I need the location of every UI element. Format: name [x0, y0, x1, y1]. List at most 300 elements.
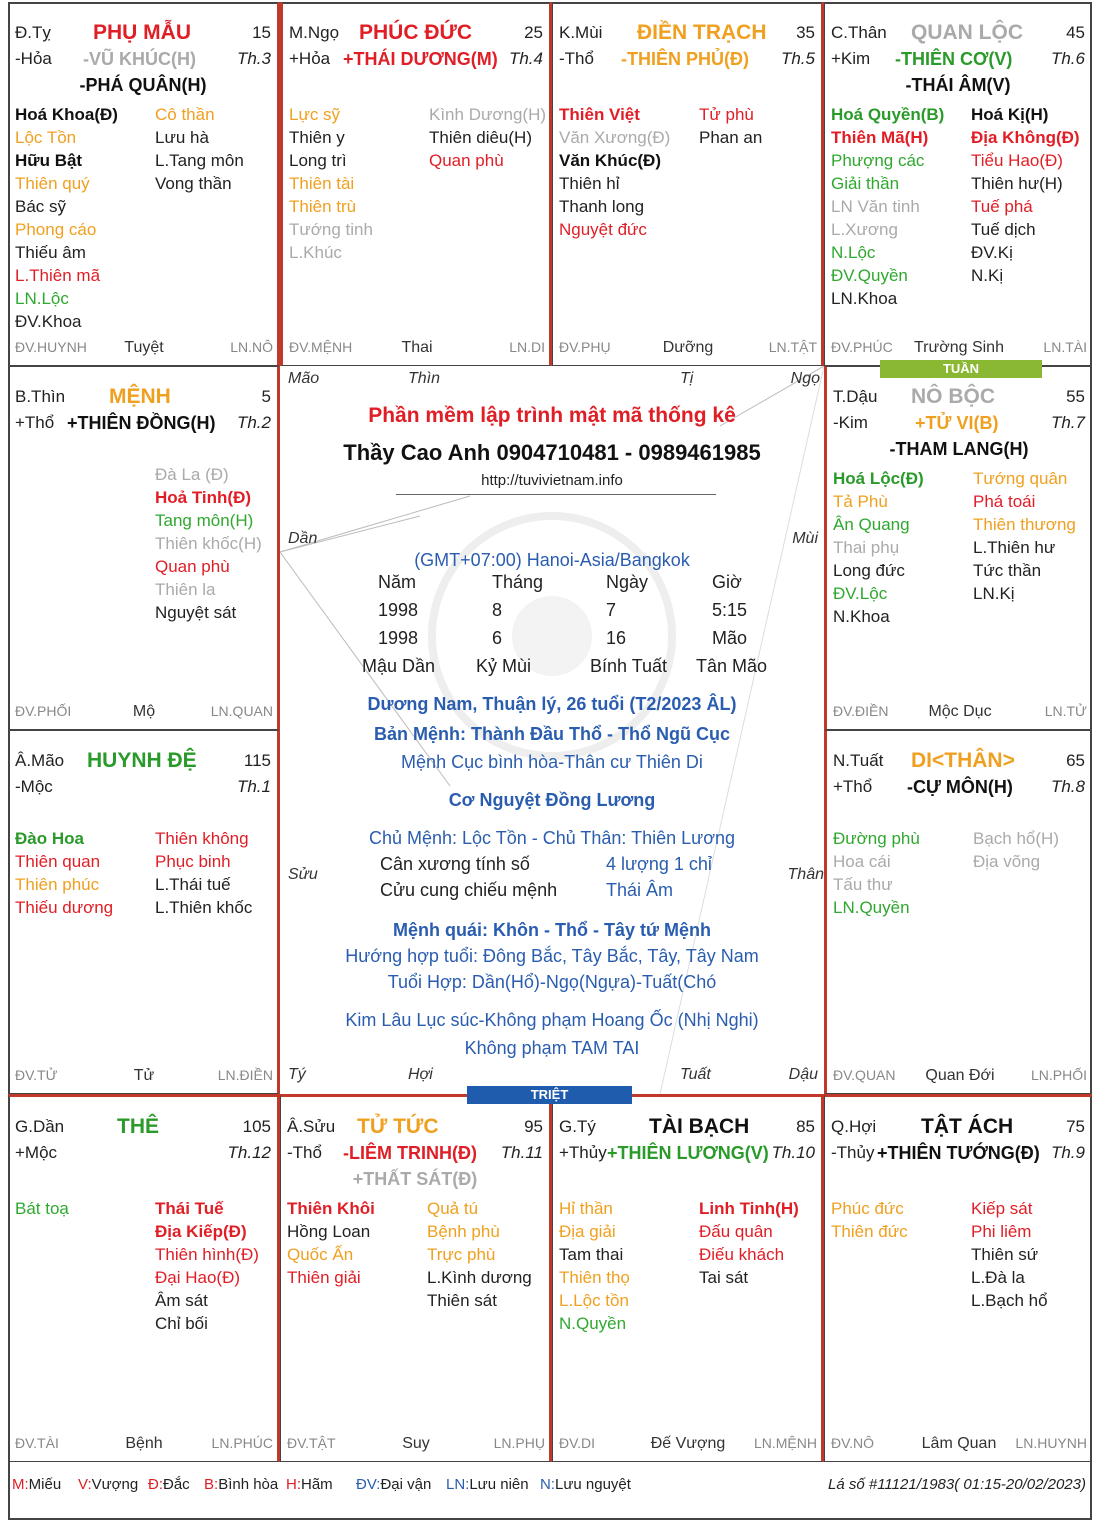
luu-nien-label: LN.TẬT — [768, 339, 817, 355]
website-link[interactable]: http://tuvivietnam.info — [481, 472, 623, 489]
palace-can-chi: Â.Mão — [15, 751, 65, 770]
minor-star: Hỉ thần — [559, 1199, 613, 1218]
palace-di-than — [824, 730, 1092, 1094]
date-row1-cell: 8 — [492, 600, 503, 620]
left-star-list — [831, 1197, 908, 1243]
corner-thin: Thìn — [408, 370, 441, 387]
minor-star: N.Lộc — [831, 243, 876, 262]
minor-star: Tuế dịch — [971, 220, 1036, 239]
palace-header — [557, 1101, 817, 1201]
minor-star: Phan an — [699, 128, 763, 147]
date-hdr-cell: Năm — [378, 572, 417, 592]
minor-star: Phi liêm — [971, 1222, 1032, 1241]
info-line-8: Mệnh quái: Khôn - Thổ - Tây tứ Mệnh — [393, 920, 711, 940]
right-star-list — [973, 827, 1059, 873]
info-line-1: Dương Nam, Thuận lý, 26 tuổi (T2/2023 ÂL) — [367, 694, 737, 714]
minor-star: Tử phù — [699, 105, 754, 124]
palace-th: Th.9 — [1050, 1143, 1085, 1162]
palace-can-chi: Â.Sửu — [287, 1117, 336, 1136]
minor-star: Quan phù — [155, 557, 230, 576]
divider — [396, 494, 716, 495]
legend-n: Lưu nguyệt — [555, 1476, 631, 1493]
minor-star: ĐV.Quyền — [831, 266, 908, 285]
info-line-9: Hướng hợp tuổi: Đông Bắc, Tây Bắc, Tây, Tây Nam — [345, 946, 759, 966]
minor-star: Thiên sứ — [971, 1245, 1039, 1264]
palace-phuc-duc — [280, 2, 552, 366]
minor-star: Địa giải — [559, 1222, 616, 1241]
palace-footer — [15, 1067, 273, 1087]
minor-star: Hoá Quyền(B) — [831, 105, 945, 124]
minor-star: Hoá Khoa(Đ) — [15, 105, 118, 124]
palace-can-chi: G.Dần — [15, 1117, 65, 1136]
palace-name: PHỤ MẪU — [93, 21, 191, 44]
minor-star: Thiên y — [289, 128, 345, 147]
palace-no-boc — [824, 366, 1092, 730]
palace-name: TẬT ÁCH — [921, 1115, 1014, 1138]
palace-name: TÀI BẠCH — [649, 1115, 750, 1138]
palace-element: +Thổ — [15, 413, 55, 432]
legend-m-key: M: — [12, 1476, 29, 1493]
minor-star: Quan phù — [429, 151, 504, 170]
legend-dv: Đại vận — [380, 1476, 432, 1493]
life-stage: Trường Sinh — [914, 339, 1004, 356]
left-star-list — [289, 103, 373, 264]
palace-footer — [833, 703, 1087, 723]
cuu-cung-label: Cửu cung chiếu mệnh — [380, 880, 558, 900]
left-star-list — [15, 827, 113, 919]
palace-th: Th.12 — [227, 1143, 271, 1162]
luu-nien-label: LN.DI — [509, 339, 545, 355]
minor-star: LN Văn tinh — [831, 197, 920, 216]
minor-star: Nguyệt đức — [559, 220, 647, 239]
minor-star: Âm sát — [155, 1291, 208, 1310]
corner-dan: Dần — [288, 530, 318, 547]
legend-m: Miếu — [28, 1476, 62, 1493]
minor-star: Hoá Lộc(Đ) — [833, 469, 924, 488]
minor-star: Đại Hao(Đ) — [155, 1268, 241, 1287]
minor-star: LN.Khoa — [831, 289, 898, 308]
minor-star: Đào Hoa — [15, 829, 84, 848]
palace-header — [829, 1101, 1087, 1201]
minor-star: ĐV.Kị — [971, 243, 1013, 262]
palace-age: 25 — [524, 23, 543, 42]
palace-tai-bach — [552, 1094, 824, 1462]
palace-can-chi: N.Tuất — [833, 751, 884, 770]
minor-star: Thiên la — [155, 580, 216, 599]
minor-star: Phượng các — [831, 151, 925, 170]
luu-nien-label: LN.PHỤ — [493, 1435, 545, 1451]
palace-age: 5 — [261, 387, 271, 406]
timezone: (GMT+07:00) Hanoi-Asia/Bangkok — [414, 550, 690, 570]
info-line-2: Bản Mệnh: Thành Đầu Thổ - Thổ Ngũ Cục — [374, 724, 730, 744]
minor-star: Bát toạ — [15, 1199, 69, 1218]
main-star: -CỰ MÔN(H) — [907, 777, 1013, 797]
palace-age: 35 — [796, 23, 815, 42]
legend-n-key: N: — [540, 1476, 555, 1493]
palace-footer — [831, 1435, 1087, 1455]
minor-star: Tam thai — [559, 1245, 624, 1264]
minor-star: Bạch hổ(H) — [973, 829, 1059, 848]
date-hdr-cell: Giờ — [712, 572, 742, 592]
date-row3-cell: Mậu Dần — [362, 656, 436, 676]
palace-header — [13, 735, 273, 835]
minor-star: Thiên hư(H) — [971, 174, 1063, 193]
minor-star: Kiếp sát — [971, 1199, 1033, 1218]
minor-star: L.Thái tuế — [155, 875, 231, 894]
palace-element: -Hỏa — [15, 49, 52, 68]
legend-b: Bình hòa — [218, 1476, 279, 1493]
life-stage: Bệnh — [125, 1435, 163, 1452]
corner-dau: Dậu — [788, 1066, 818, 1083]
minor-star: Trực phù — [427, 1245, 496, 1264]
legend-d-key: Đ: — [148, 1476, 163, 1493]
palace-header — [557, 7, 817, 107]
minor-star: Thiếu âm — [15, 243, 86, 262]
minor-star: Bệnh phù — [427, 1222, 500, 1241]
minor-star: Thiên phúc — [15, 875, 100, 894]
minor-star: Thiên sát — [427, 1291, 497, 1310]
palace-huynh-de — [8, 730, 280, 1094]
right-star-list — [971, 1197, 1048, 1312]
palace-th: Th.5 — [780, 49, 815, 68]
palace-element: +Thủy — [559, 1143, 607, 1162]
minor-star: N.Kị — [971, 266, 1004, 285]
info-line-12: Không phạm TAM TAI — [464, 1038, 640, 1058]
palace-header — [13, 1101, 273, 1201]
luu-nien-label: LN.PHỐI — [1030, 1067, 1087, 1083]
triet-tag: TRIỆT — [467, 1086, 632, 1104]
legend-ln: Lưu niên — [469, 1476, 529, 1493]
palace-name: PHÚC ĐỨC — [359, 21, 473, 44]
corner-than: Thân — [787, 866, 824, 883]
minor-star: Thiên khốc(H) — [155, 534, 262, 553]
palace-element: +Hỏa — [289, 49, 331, 68]
dai-van-label: ĐV.PHỤ — [559, 339, 611, 355]
right-star-list — [427, 1197, 532, 1312]
minor-star: L.Thiên mã — [15, 266, 101, 285]
second-star: +THẤT SÁT(Đ) — [352, 1169, 478, 1189]
luu-nien-label: LN.TÀI — [1043, 339, 1087, 355]
minor-star: Nguyệt sát — [155, 603, 237, 622]
right-star-list — [155, 103, 244, 195]
corner-tuat: Tuất — [680, 1066, 711, 1083]
minor-star: Điếu khách — [699, 1245, 785, 1264]
minor-star: Bác sỹ — [15, 197, 67, 216]
second-star: -PHÁ QUÂN(H) — [79, 75, 207, 95]
dai-van-label: ĐV.MỆNH — [289, 339, 353, 355]
palace-the — [8, 1094, 280, 1462]
legend-dv-key: ĐV: — [356, 1476, 381, 1493]
minor-star: Phúc đức — [831, 1199, 904, 1218]
minor-star: N.Khoa — [833, 607, 890, 626]
dai-van-label: ĐV.TỬ — [15, 1067, 58, 1083]
palace-th: Th.6 — [1050, 49, 1085, 68]
right-star-list — [971, 103, 1080, 287]
right-star-list — [699, 103, 762, 149]
palace-element: -Thổ — [287, 1143, 322, 1162]
palace-footer — [289, 339, 545, 359]
legend-h: Hãm — [301, 1476, 333, 1493]
minor-star: Lực sỹ — [289, 105, 341, 124]
right-star-list — [155, 463, 262, 624]
minor-star: L.Bạch hổ — [971, 1291, 1048, 1310]
cuu-cung-value: Thái Âm — [606, 880, 674, 900]
palace-th: Th.3 — [236, 49, 271, 68]
life-stage: Lâm Quan — [921, 1435, 997, 1452]
palace-element: -Thủy — [831, 1143, 875, 1162]
minor-star: Địa Kiếp(Đ) — [155, 1222, 247, 1241]
date-row3-cell: Kỷ Mùi — [476, 656, 532, 676]
dai-van-label: ĐV.HUYNH — [15, 339, 87, 355]
legend-b-key: B: — [204, 1476, 219, 1493]
minor-star: Thái Tuế — [155, 1199, 224, 1218]
minor-star: Tướng quân — [973, 469, 1068, 488]
palace-header — [829, 7, 1087, 107]
luu-nien-label: LN.PHÚC — [211, 1435, 273, 1451]
software-title: Phần mềm lập trình mật mã thống kê — [368, 404, 736, 427]
life-stage: Quan Đới — [925, 1067, 995, 1084]
minor-star: Thiếu dương — [15, 898, 114, 917]
palace-can-chi: K.Mùi — [559, 23, 603, 42]
palace-name: NÔ BỘC — [911, 385, 995, 408]
palace-footer — [559, 339, 817, 359]
life-stage: Suy — [402, 1435, 430, 1452]
minor-star: Phục binh — [155, 852, 231, 871]
minor-star: Tức thần — [973, 561, 1042, 580]
second-star: -THÁI ÂM(V) — [905, 75, 1011, 95]
minor-star: Cô thần — [155, 105, 215, 124]
info-line-11: Kim Lâu Lục súc-Không phạm Hoang Ốc (Nhị Nghi) — [345, 1010, 759, 1030]
minor-star: Thiên không — [155, 829, 249, 848]
right-star-list — [973, 467, 1076, 605]
palace-header — [285, 1101, 545, 1201]
minor-star: Thiên thọ — [559, 1268, 630, 1287]
palace-can-chi: Q.Hợi — [831, 1117, 877, 1136]
minor-star: L.Thiên khốc — [155, 898, 253, 917]
can-xuong-value: 4 lượng 1 chỉ — [606, 854, 712, 874]
palace-name: THÊ — [117, 1115, 159, 1138]
chart-id: Lá số #11121/1983( 01:15-20/02/2023) — [828, 1476, 1086, 1493]
palace-age: 85 — [796, 1117, 815, 1136]
palace-age: 45 — [1066, 23, 1085, 42]
palace-element: +Thổ — [833, 777, 873, 796]
minor-star: Thiên giải — [287, 1268, 361, 1287]
palace-age: 55 — [1066, 387, 1085, 406]
minor-star: Hoa cái — [833, 852, 891, 871]
luu-nien-label: LN.HUYNH — [1015, 1435, 1087, 1451]
minor-star: Chỉ bối — [155, 1314, 208, 1333]
palace-quan-loc — [824, 2, 1092, 366]
palace-name: HUYNH ĐỆ — [87, 749, 197, 772]
palace-element: -Thổ — [559, 49, 594, 68]
dai-van-label: ĐV.QUAN — [833, 1067, 896, 1083]
minor-star: Quả tú — [427, 1199, 479, 1218]
info-line-4: Cơ Nguyệt Đồng Lương — [448, 790, 656, 810]
minor-star: L.Khúc — [289, 243, 342, 262]
minor-star: Thiên trù — [289, 197, 357, 216]
palace-footer — [15, 703, 273, 723]
life-stage: Đế Vượng — [650, 1435, 726, 1452]
palace-name: ĐIỀN TRẠCH — [637, 21, 767, 44]
palace-header — [831, 735, 1087, 835]
minor-star: Long trì — [289, 151, 347, 170]
date-row1-cell: 5:15 — [712, 600, 748, 620]
palace-element: -Kim — [833, 413, 868, 432]
luu-nien-label: LN.TỬ — [1044, 703, 1087, 719]
minor-star: Thiên hình(Đ) — [155, 1245, 259, 1264]
corner-mui: Mùi — [792, 530, 818, 547]
palace-can-chi: B.Thìn — [15, 387, 66, 406]
minor-star: Hồng Loan — [287, 1222, 371, 1241]
palace-footer — [559, 1435, 817, 1455]
palace-name: MỆNH — [109, 385, 171, 408]
minor-star: Ân Quang — [833, 515, 910, 534]
corner-suu: Sửu — [288, 866, 318, 883]
palace-can-chi: Đ.Tỵ — [15, 23, 51, 42]
right-star-list — [429, 103, 546, 172]
minor-star: Hoả Tinh(Đ) — [155, 488, 252, 507]
palace-footer — [833, 1067, 1087, 1087]
minor-star: Đường phù — [833, 829, 920, 848]
legend-v: Vượng — [91, 1476, 139, 1493]
minor-star: Đấu quân — [699, 1222, 773, 1241]
main-star: +THÁI DƯƠNG(M) — [343, 49, 498, 69]
minor-star: Tấu thư — [833, 875, 893, 894]
main-star: +TỬ VI(B) — [915, 413, 999, 433]
minor-star: Phá toái — [973, 492, 1036, 511]
date-row2-cell: Mão — [712, 628, 748, 648]
minor-star: ĐV.Khoa — [15, 312, 82, 331]
main-star: -LIÊM TRINH(Đ) — [343, 1143, 477, 1163]
palace-age: 65 — [1066, 751, 1085, 770]
palace-th: Th.11 — [500, 1143, 543, 1162]
palace-element: +Kim — [831, 49, 871, 68]
palace-age: 105 — [242, 1117, 271, 1136]
minor-star: L.Xương — [831, 220, 898, 239]
palace-menh — [8, 366, 280, 730]
info-line-5: Chủ Mệnh: Lộc Tồn - Chủ Thân: Thiên Lương — [368, 828, 736, 848]
life-stage: Tuyệt — [124, 339, 164, 356]
minor-star: Văn Xương(Đ) — [559, 128, 671, 147]
minor-star: Thai phụ — [833, 538, 900, 557]
minor-star: Thiên hỉ — [559, 174, 620, 193]
minor-star: LN.Quyền — [833, 898, 910, 917]
minor-star: Tai sát — [699, 1268, 749, 1287]
date-hdr-cell: Ngày — [606, 572, 649, 592]
life-stage: Dưỡng — [662, 339, 714, 356]
minor-star: LN.Kị — [973, 584, 1015, 603]
corner-mao: Mão — [288, 370, 320, 387]
minor-star: LN.Lộc — [15, 289, 69, 308]
dai-van-label: ĐV.PHÚC — [831, 339, 893, 355]
minor-star: Thanh long — [559, 197, 645, 216]
luu-nien-label: LN.QUAN — [210, 703, 273, 719]
minor-star: ĐV.Lộc — [833, 584, 888, 603]
left-star-list — [833, 467, 924, 628]
minor-star: Tướng tinh — [289, 220, 373, 239]
left-star-list — [287, 1197, 375, 1289]
minor-star: Thiên diêu(H) — [429, 128, 532, 147]
minor-star: Thiên Mã(H) — [831, 128, 929, 147]
minor-star: N.Quyền — [559, 1314, 627, 1333]
right-star-list — [699, 1197, 799, 1289]
date-row3-cell: Tân Mão — [696, 656, 768, 676]
palace-th: Th.7 — [1050, 413, 1085, 432]
dai-van-label: ĐV.ĐIỀN — [833, 703, 889, 719]
dai-van-label: ĐV.NÔ — [831, 1435, 875, 1451]
minor-star: Hoá Kị(H) — [971, 105, 1049, 124]
palace-name: TỬ TỨC — [357, 1115, 439, 1138]
palace-age: 15 — [252, 23, 271, 42]
minor-star: L.Lộc tồn — [559, 1291, 629, 1310]
tuan-tag: TUẦN — [880, 360, 1042, 378]
date-row1-cell: 7 — [606, 600, 617, 620]
left-star-list — [15, 1197, 69, 1220]
legend-d: Đắc — [163, 1476, 190, 1493]
minor-star: Tang môn(H) — [155, 511, 254, 530]
dai-van-label: ĐV.TÀI — [15, 1435, 59, 1451]
palace-age: 95 — [524, 1117, 543, 1136]
main-star: +THIÊN ĐỒNG(H) — [67, 413, 216, 433]
legend-ln-key: LN: — [446, 1476, 470, 1493]
palace-footer — [15, 1435, 273, 1455]
minor-star: Thiên thương — [973, 515, 1076, 534]
date-hdr-cell: Tháng — [492, 572, 544, 592]
legend-h-key: H: — [286, 1476, 301, 1493]
info-line-10: Tuổi Hợp: Dần(Hổ)-Ngọ(Ngựa)-Tuất(Chó — [387, 972, 717, 992]
minor-star: Lộc Tồn — [15, 128, 77, 147]
palace-th: Th.2 — [236, 413, 271, 432]
palace-can-chi: C.Thân — [831, 23, 887, 42]
main-star: +THIÊN TƯỚNG(Đ) — [877, 1143, 1040, 1163]
life-stage: Thai — [401, 339, 433, 356]
date-row1-cell: 1998 — [378, 600, 419, 620]
main-star: -VŨ KHÚC(H) — [83, 49, 196, 69]
minor-star: Vong thần — [155, 174, 232, 193]
luu-nien-label: LN.MỆNH — [753, 1435, 817, 1451]
palace-name: QUAN LỘC — [911, 21, 1023, 44]
palace-name: DI<THÂN> — [911, 749, 1015, 772]
second-star: -THAM LANG(H) — [889, 439, 1029, 459]
minor-star: Tuế phá — [971, 197, 1033, 216]
date-row3-cell: Bính Tuất — [590, 656, 668, 676]
dai-van-label: ĐV.DI — [559, 1435, 596, 1451]
palace-header — [13, 371, 273, 471]
palace-element: -Mộc — [15, 777, 53, 796]
minor-star: Thiên Khôi — [287, 1199, 375, 1218]
palace-can-chi: T.Dậu — [833, 387, 878, 406]
palace-header — [287, 7, 545, 107]
palace-th: Th.4 — [508, 49, 543, 68]
dai-van-label: ĐV.PHỐI — [15, 703, 72, 719]
life-stage: Tử — [133, 1067, 155, 1084]
palace-footer — [831, 339, 1087, 359]
palace-header — [13, 7, 273, 107]
minor-star: L.Kình dương — [427, 1268, 532, 1287]
minor-star: L.Thiên hư — [973, 538, 1056, 557]
minor-star: Long đức — [833, 561, 905, 580]
corner-ngo: Ngọ — [790, 370, 820, 387]
minor-star: Phong cáo — [15, 220, 97, 239]
life-stage: Mộ — [132, 703, 156, 720]
luu-nien-label: LN.NÔ — [230, 339, 273, 355]
palace-can-chi: G.Tý — [559, 1117, 596, 1136]
minor-star: Kình Dương(H) — [429, 105, 547, 124]
left-star-list — [15, 103, 118, 333]
date-row2-cell: 6 — [492, 628, 503, 648]
left-star-list — [831, 103, 944, 310]
palace-dien-trach — [552, 2, 824, 366]
